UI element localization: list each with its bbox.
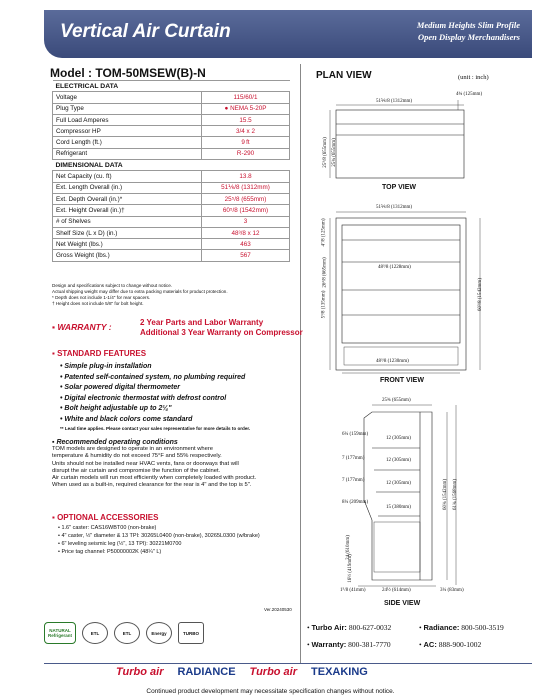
recommended-line: temperature & humidity do not exceed 75°F and 55% respectively. bbox=[52, 453, 222, 460]
recommended-line: When used as a built-in, required clearance for the rear is 4" and the top is 5". bbox=[52, 482, 252, 489]
dimension-label: 6¼ (159mm) bbox=[342, 432, 369, 437]
warranty-text bbox=[140, 318, 340, 338]
dimension-label: 24½ (614mm) bbox=[382, 588, 411, 593]
top-view-outline bbox=[336, 110, 464, 178]
accessories-title: OPTIONAL ACCESSORIES bbox=[57, 513, 159, 522]
recommended-line: disrupt the air curtain and compromise the function of the cabinet. bbox=[52, 467, 221, 474]
dimension-label: 51⅙/8 (1312mm) bbox=[376, 205, 413, 210]
table-row bbox=[53, 193, 290, 204]
plan-view-title: PLAN VIEW bbox=[316, 70, 372, 81]
etl-logo: ETL bbox=[82, 622, 108, 644]
warranty-line-1: 2 Year Parts and Labor Warranty bbox=[140, 318, 264, 327]
spec-value: 9 ft bbox=[202, 137, 290, 148]
spec-value: 15.5 bbox=[202, 114, 290, 125]
dimension-label: 1⁵/8 (41mm) bbox=[340, 588, 366, 593]
header-banner bbox=[44, 10, 532, 58]
recommended-line: Air curtain models will run most efficiently when completely loaded with product. bbox=[52, 475, 257, 482]
footer-divider bbox=[44, 663, 532, 664]
plug-icon: ● bbox=[224, 105, 229, 113]
contact-phone: 800-381-7770 bbox=[348, 640, 391, 649]
spec-value bbox=[202, 103, 290, 114]
spec-value: 13.8 bbox=[202, 171, 290, 182]
dimension-label: 7 (177mm) bbox=[342, 456, 365, 461]
spec-label: Ext. Depth Overall (in.)* bbox=[53, 193, 202, 204]
table-row bbox=[53, 171, 290, 182]
table-row bbox=[53, 227, 290, 238]
dimension-label: 25¾ (655mm) bbox=[382, 398, 411, 403]
table-row bbox=[53, 182, 290, 193]
spec-value: 3/4 x 2 bbox=[202, 126, 290, 137]
dimension-label: 3¼ (83mm) bbox=[440, 588, 464, 593]
electrical-heading: ELECTRICAL DATA bbox=[53, 81, 290, 92]
recommended-line: Units should not be installed near HVAC vents, fans or doorways that will bbox=[52, 460, 239, 467]
contact-ac: • AC: 888-900-1002 bbox=[419, 640, 482, 649]
list-item: • Simple plug-in installation bbox=[60, 363, 152, 370]
list-item: • Patented self-contained system, no plumbing required bbox=[60, 373, 246, 381]
unit-label: (unit : inch) bbox=[458, 74, 489, 81]
top-view-caption: TOP VIEW bbox=[382, 184, 416, 191]
dimension-label: 25⁵/8 (655mm) bbox=[322, 137, 328, 168]
spec-value: 567 bbox=[202, 250, 290, 261]
dimension-label: 48³/8 (1228mm) bbox=[378, 265, 411, 270]
model-number: Model : TOM-50MSEW(B)-N bbox=[50, 66, 206, 80]
contact-turbo-air: • Turbo Air: 800-627-0032 bbox=[307, 623, 392, 632]
contact-label: AC: bbox=[423, 640, 437, 649]
spec-value: 463 bbox=[202, 239, 290, 250]
dimension-label: 24 (610mm) bbox=[345, 535, 351, 560]
warranty-label-text: WARRANTY : bbox=[57, 322, 112, 332]
spec-value: 48³/8 x 12 bbox=[202, 227, 290, 238]
features-title: STANDARD FEATURES bbox=[57, 349, 147, 358]
contact-phone: 888-900-1002 bbox=[438, 640, 482, 649]
dimension-label: 25¾ (655mm) bbox=[331, 138, 337, 167]
page-title: Vertical Air Curtain bbox=[60, 21, 231, 42]
list-item: • Digital electronic thermostat with defrost control bbox=[60, 394, 227, 402]
dimension-label: 51⅙/8 (1312mm) bbox=[376, 99, 413, 104]
version-label: Ver.20240530 bbox=[264, 607, 292, 612]
features-heading: ▪ STANDARD FEATURES bbox=[52, 349, 147, 358]
dimensional-heading: DIMENSIONAL DATA bbox=[53, 160, 290, 171]
dimension-label: 8¼ (209mm) bbox=[342, 500, 369, 505]
recommended-conditions bbox=[52, 439, 292, 489]
feature-text: Digital electronic thermostat with defrost control bbox=[64, 394, 227, 402]
contact-phone: 800-627-0032 bbox=[348, 623, 392, 632]
dimension-label: 5³/8 (135mm) bbox=[321, 290, 327, 319]
feature-text: Bolt height adjustable up to 2¼" bbox=[64, 405, 172, 412]
table-row bbox=[53, 148, 290, 159]
footer-note: Continued product development may necessitate specification changes without notice. bbox=[146, 688, 395, 695]
turbo-air-logo: Turbo air bbox=[116, 666, 164, 678]
dimension-label: 26²/8 (665mm) bbox=[322, 257, 328, 288]
front-view-outline bbox=[336, 218, 466, 370]
spec-value: 60⁵/8 (1542mm) bbox=[202, 205, 290, 216]
spec-value: R-290 bbox=[202, 148, 290, 159]
dimension-label: 48³/8 (1230mm) bbox=[376, 359, 409, 364]
dimension-label: 60¾ (1542mm) bbox=[443, 478, 449, 511]
contact-phone: 800-500-3519 bbox=[461, 623, 504, 632]
dimension-label: 12 (305mm) bbox=[386, 436, 411, 441]
recommended-line: TOM models are designed to operate in an environment where bbox=[52, 446, 214, 453]
accessories-list bbox=[58, 524, 260, 556]
dimension-label: 61¾ (1568mm) bbox=[453, 478, 459, 511]
turbo-logo: TURBO bbox=[178, 622, 204, 644]
column-divider bbox=[300, 64, 301, 664]
plug-type-value: NEMA 5-20P bbox=[230, 105, 267, 113]
dimension-label: 16½ (419mm) bbox=[347, 554, 353, 583]
spec-label: Net Capacity (cu. ft) bbox=[53, 171, 202, 182]
list-item: • Solar powered digital thermometer bbox=[60, 384, 180, 391]
dimension-label: 60⁵/8 (1542mm) bbox=[478, 278, 483, 311]
list-item: • Price tag channel: P50000002K (48¼" L) bbox=[58, 549, 162, 555]
contact-label: Warranty: bbox=[311, 640, 347, 649]
feature-text: White and black colors come standard bbox=[64, 415, 193, 423]
recommended-heading: ▪ Recommended operating conditions bbox=[52, 439, 178, 446]
spec-label: Shelf Size (L x D) (in.) bbox=[53, 227, 202, 238]
contact-label: Radiance: bbox=[423, 623, 460, 632]
spec-label: Voltage bbox=[53, 92, 202, 103]
list-item: • White and black colors come standard bbox=[60, 415, 193, 423]
header-subtitle bbox=[417, 19, 520, 43]
energy-logo: Energy bbox=[146, 622, 172, 644]
certification-logos bbox=[44, 622, 204, 644]
note-line: Actual shipping weight may differ due to extra packing materials for product protection. bbox=[52, 289, 228, 294]
dimension-label: 12 (305mm) bbox=[386, 458, 411, 463]
dimension-label: 7 (177mm) bbox=[342, 478, 365, 483]
feature-text: Solar powered digital thermometer bbox=[64, 384, 180, 391]
spec-label: Net Weight (lbs.) bbox=[53, 239, 202, 250]
note-line: * Depth does not include 1-1/4" for rear spacers. bbox=[52, 295, 151, 300]
contact-radiance: • Radiance: 800-500-3519 bbox=[419, 623, 504, 632]
contact-label: Turbo Air: bbox=[311, 623, 347, 632]
dimension-label: 4¾ (125mm) bbox=[456, 92, 483, 97]
table-row bbox=[53, 103, 290, 114]
lead-time-note: ** Lead time applies. Please contact your sales representative for more details to order. bbox=[60, 426, 251, 431]
front-view-caption: FRONT VIEW bbox=[380, 377, 424, 384]
table-row bbox=[53, 216, 290, 227]
table-row bbox=[53, 205, 290, 216]
accessories-heading: ▪ OPTIONAL ACCESSORIES bbox=[52, 513, 159, 522]
warranty-line-2: Additional 3 Year Warranty on Compressor bbox=[140, 328, 303, 337]
spec-value: 3 bbox=[202, 216, 290, 227]
spec-notes bbox=[52, 283, 292, 307]
etl-sanitation-logo: ETL bbox=[114, 622, 140, 644]
spec-label: Refrigerant bbox=[53, 148, 202, 159]
brand-logos bbox=[116, 666, 368, 678]
table-row bbox=[53, 126, 290, 137]
list-item: • 1.6" caster: CAS16WBT00 (non-brake) bbox=[58, 525, 157, 531]
spec-label: Compressor HP bbox=[53, 126, 202, 137]
spec-value: 115/60/1 bbox=[202, 92, 290, 103]
list-item: • 4" caster, ½" diameter & 13 TPI: 30265L0400 (non-brake), 30265L0300 (w/brake) bbox=[58, 533, 260, 539]
spec-label: Gross Weight (lbs.) bbox=[53, 250, 202, 261]
features-list bbox=[60, 362, 300, 432]
spec-value: 25⁵/8 (655mm) bbox=[202, 193, 290, 204]
dimension-label: 4⁷/8 (125mm) bbox=[321, 218, 327, 247]
dimension-label: 15 (380mm) bbox=[386, 505, 411, 510]
spec-value: 51⅙/8 (1312mm) bbox=[202, 182, 290, 193]
spec-label: Ext. Height Overall (in.)† bbox=[53, 205, 202, 216]
side-view-caption: SIDE VIEW bbox=[384, 600, 421, 607]
warranty-label: ▪ WARRANTY : bbox=[52, 322, 112, 332]
table-row bbox=[53, 239, 290, 250]
spec-label: Plug Type bbox=[53, 103, 202, 114]
spec-label: Ext. Length Overall (in.) bbox=[53, 182, 202, 193]
note-line: Design and specifications subject to change without notice. bbox=[52, 283, 173, 288]
natural-refrigerant-logo: NATURAL Refrigerant bbox=[44, 622, 76, 644]
contact-warranty: • Warranty: 800-381-7770 bbox=[307, 640, 391, 649]
spec-label: Cord Length (ft.) bbox=[53, 137, 202, 148]
spec-label: # of Shelves bbox=[53, 216, 202, 227]
spec-label: Full Load Amperes bbox=[53, 114, 202, 125]
spec-table bbox=[52, 80, 290, 262]
turbo-air-logo-2: Turbo air bbox=[249, 666, 298, 678]
table-row bbox=[53, 114, 290, 125]
list-item: • 6" leveling seismic leg (½", 13 TPI): 30221M0700 bbox=[58, 541, 182, 547]
recommended-title: Recommended operating conditions bbox=[56, 439, 178, 446]
feature-text: Simple plug-in installation bbox=[64, 363, 152, 370]
list-item: • Bolt height adjustable up to 2¼" bbox=[60, 405, 172, 412]
texaking-logo: TEXAKING bbox=[311, 666, 368, 678]
table-row bbox=[53, 250, 290, 261]
feature-text: Patented self-contained system, no plumbing required bbox=[64, 373, 246, 381]
subtitle-line-2: Open Display Merchandisers bbox=[417, 32, 520, 42]
table-row bbox=[53, 137, 290, 148]
subtitle-line-1: Medium Heights Slim Profile bbox=[416, 20, 520, 30]
note-line: † Height does not include 5/8" for bolt height. bbox=[52, 301, 144, 306]
table-row bbox=[53, 92, 290, 103]
radiance-logo: RADIANCE bbox=[177, 666, 236, 678]
dimension-label: 12 (305mm) bbox=[386, 481, 411, 486]
